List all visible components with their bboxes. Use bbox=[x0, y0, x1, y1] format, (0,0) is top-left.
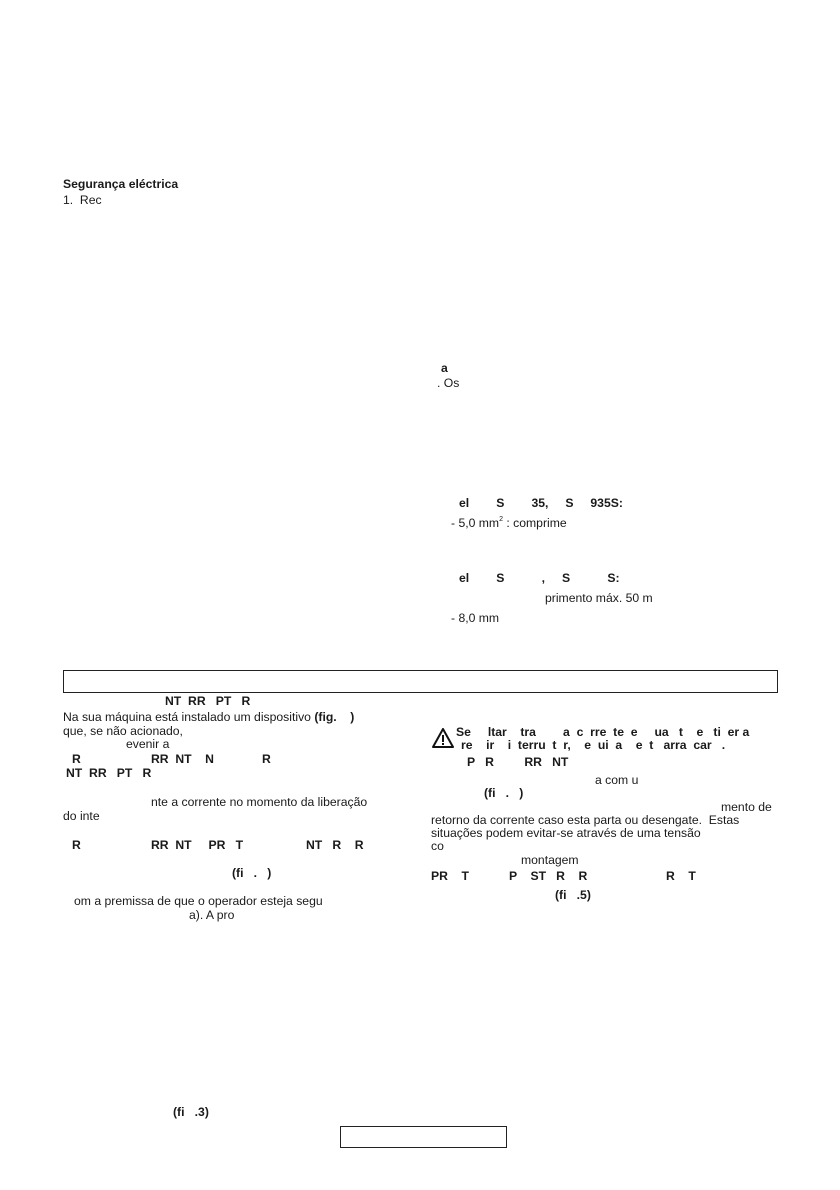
section-heading-electrical-safety: Segurança eléctrica bbox=[63, 177, 179, 191]
cable-spec-1-text: : comprime bbox=[502, 516, 567, 530]
text-fragment: PR T bbox=[431, 869, 469, 883]
paragraph-line: do inte bbox=[63, 809, 100, 823]
text-fragment: R T bbox=[666, 869, 696, 883]
figure-reference: (fi .5) bbox=[555, 888, 591, 902]
cable-spec-length: primento máx. 50 m bbox=[545, 591, 653, 605]
figure-reference: (fi . ) bbox=[484, 786, 524, 800]
list-item-1: 1. Rec bbox=[63, 193, 102, 207]
section-header-box bbox=[63, 670, 778, 693]
paragraph-line bbox=[63, 710, 354, 724]
figure-reference: (fig. ) bbox=[314, 710, 355, 724]
paragraph-line: om a premissa de que o operador esteja segu bbox=[74, 894, 323, 908]
paragraph-line: nte a corrente no momento da liberação bbox=[151, 795, 368, 809]
text-fragment: NT RR PT R bbox=[66, 766, 152, 780]
text-fragment: R bbox=[72, 752, 81, 766]
paragraph-line: a). A pro bbox=[189, 908, 235, 922]
paragraph-line: mento de bbox=[721, 800, 772, 814]
paragraph-line: evenir a bbox=[126, 737, 170, 751]
cable-spec-1 bbox=[451, 516, 567, 530]
paragraph-line: montagem bbox=[521, 853, 579, 867]
text-fragment: NT RR PT R bbox=[165, 694, 251, 708]
text-fragment: RR NT PR T bbox=[151, 838, 244, 852]
paragraph-line: co bbox=[431, 839, 444, 853]
figure-reference: (fi . ) bbox=[232, 866, 272, 880]
text-fragment: NT R R bbox=[306, 838, 364, 852]
text-fragment: R bbox=[262, 752, 271, 766]
superscript: 2 bbox=[499, 516, 503, 523]
paragraph-text: Na sua máquina está instalado um dispositivo bbox=[63, 710, 315, 724]
text-fragment: . Os bbox=[437, 376, 460, 390]
model-line-2: el S , S S: bbox=[459, 571, 620, 585]
warning-triangle-icon bbox=[432, 728, 454, 748]
figure-reference: (fi .3) bbox=[173, 1105, 209, 1119]
model-line-1: el S 35, S 935S: bbox=[459, 496, 623, 510]
paragraph-line: que, se não acionado, bbox=[63, 724, 183, 738]
cable-spec-1-value: - 5,0 mm bbox=[451, 516, 500, 530]
paragraph-line: situações podem evitar-se através de uma tensão bbox=[431, 826, 701, 840]
text-fragment: RR NT N bbox=[151, 752, 214, 766]
cable-spec-2: - 8,0 mm bbox=[451, 611, 500, 625]
page-footer-box bbox=[340, 1126, 507, 1148]
text-fragment: P R RR NT bbox=[467, 755, 569, 769]
warning-text-line-2: re ir i terru t r, e ui a e t arra car . bbox=[461, 738, 726, 752]
warning-text-line-1: Se ltar tra a c rre te e ua t e ti er a bbox=[456, 725, 750, 739]
paragraph-line: retorno da corrente caso esta parta ou desengate. Estas bbox=[431, 813, 740, 827]
text-fragment: P ST R R bbox=[509, 869, 588, 883]
text-fragment: R bbox=[72, 838, 81, 852]
paragraph-line: a com u bbox=[595, 773, 639, 787]
text-fragment: a bbox=[441, 361, 448, 375]
